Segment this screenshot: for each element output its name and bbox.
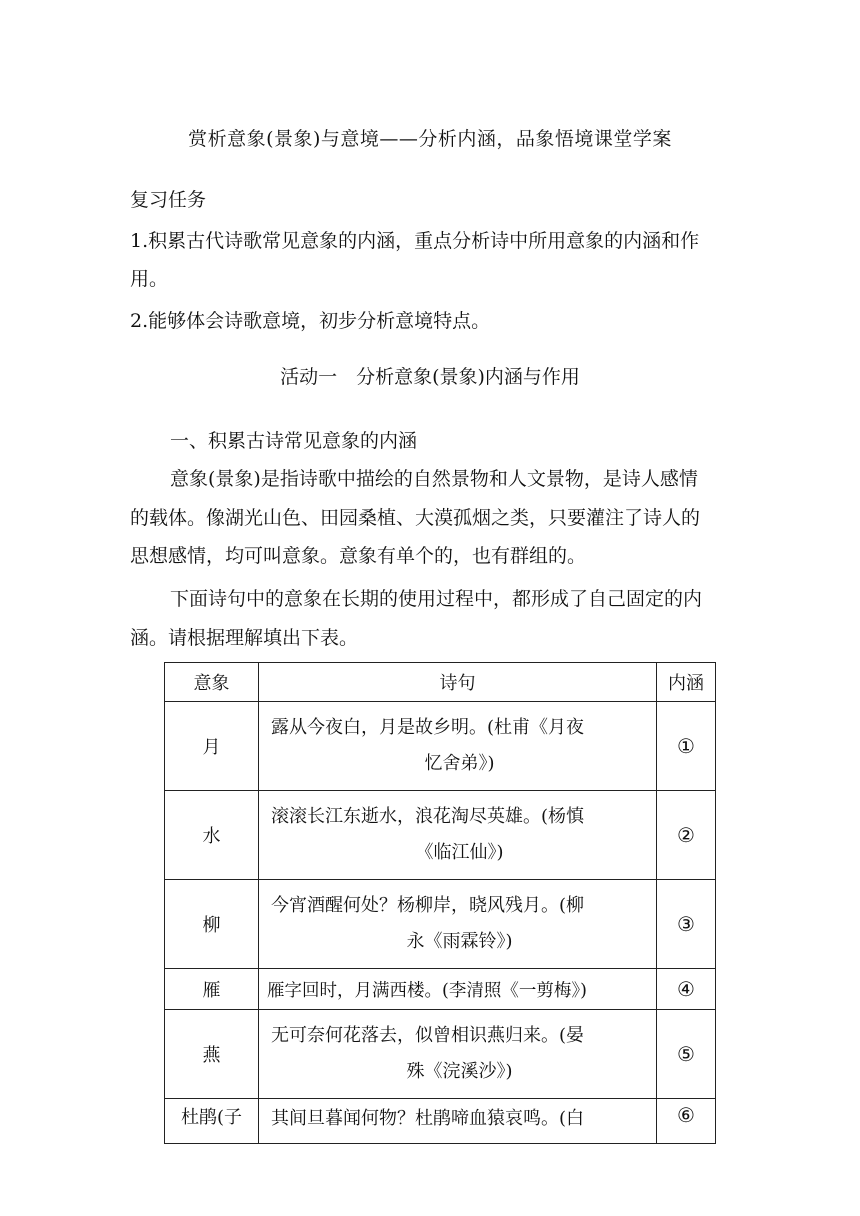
imagery-table [164, 662, 716, 1144]
review-heading: 复习任务 [130, 189, 207, 211]
table-row [165, 969, 716, 1010]
poem-line-2: 忆舍弟》) [424, 753, 495, 774]
poem-line-2: 殊《浣溪沙》) [406, 1061, 513, 1082]
meaning-blank: ③ [657, 880, 716, 969]
poem-line-1: 滚滚长江东逝水，浪花淘尽英雄。(杨慎 [271, 806, 585, 827]
paragraph-2-line-2: 涵。请根据理解填出下表。 [130, 627, 359, 649]
poem-line-1: 露从今夜白，月是故乡明。(杜甫《月夜 [271, 717, 585, 738]
imagery-cell: 杜鹃(子 [165, 1099, 259, 1144]
meaning-blank: ① [657, 702, 716, 791]
page-title: 赏析意象(景象)与意境——分析内涵，品象悟境课堂学案 [188, 128, 672, 150]
poem-line-1: 无可奈何花落去，似曾相识燕归来。(晏 [271, 1025, 585, 1046]
meaning-blank: ⑥ [657, 1099, 716, 1144]
review-item-1-line-1: 1.积累古代诗歌常见意象的内涵，重点分析诗中所用意象的内涵和作 [130, 230, 700, 252]
poem-line-2: 永《雨霖铃》) [406, 931, 513, 952]
table-row [165, 880, 716, 969]
poem-cell [259, 1010, 657, 1099]
poem-cell [259, 791, 657, 880]
paragraph-1-line-1: 意象(景象)是指诗歌中描绘的自然景物和人文景物，是诗人感情 [170, 468, 698, 490]
poem-cell [259, 880, 657, 969]
section-heading: 一、积累古诗常见意象的内涵 [170, 430, 418, 452]
poem-line-1: 今宵酒醒何处？杨柳岸，晓风残月。(柳 [271, 895, 585, 916]
imagery-cell: 柳 [165, 880, 259, 969]
imagery-cell: 水 [165, 791, 259, 880]
header-meaning: 内涵 [657, 663, 716, 702]
poem-cell: 其间旦暮闻何物？杜鹃啼血猿哀鸣。(白 [259, 1099, 657, 1144]
paragraph-2-line-1: 下面诗句中的意象在长期的使用过程中，都形成了自己固定的内 [170, 588, 703, 610]
review-item-1-line-2: 用。 [130, 268, 169, 290]
meaning-blank: ⑤ [657, 1010, 716, 1099]
table-row [165, 791, 716, 880]
imagery-cell: 月 [165, 702, 259, 791]
header-poem-line: 诗句 [259, 663, 657, 702]
header-imagery: 意象 [165, 663, 259, 702]
imagery-cell: 雁 [165, 969, 259, 1010]
meaning-blank: ④ [657, 969, 716, 1010]
poem-cell: 雁字回时，月满西楼。(李清照《一剪梅》) [259, 969, 657, 1010]
review-item-2: 2.能够体会诗歌意境，初步分析意境特点。 [130, 310, 491, 332]
paragraph-1-line-2: 的载体。像湖光山色、田园桑植、大漠孤烟之类，只要灌注了诗人的 [130, 507, 701, 529]
paragraph-1-line-3: 思想感情，均可叫意象。意象有单个的，也有群组的。 [130, 545, 587, 567]
table-row [165, 702, 716, 791]
table-row [165, 1099, 716, 1144]
imagery-cell: 燕 [165, 1010, 259, 1099]
activity-title: 活动一 分析意象(景象)内涵与作用 [280, 366, 580, 388]
table-row [165, 1010, 716, 1099]
poem-cell [259, 702, 657, 791]
table-header-row [165, 663, 716, 702]
poem-line-2: 《临江仙》) [415, 842, 504, 863]
meaning-blank: ② [657, 791, 716, 880]
